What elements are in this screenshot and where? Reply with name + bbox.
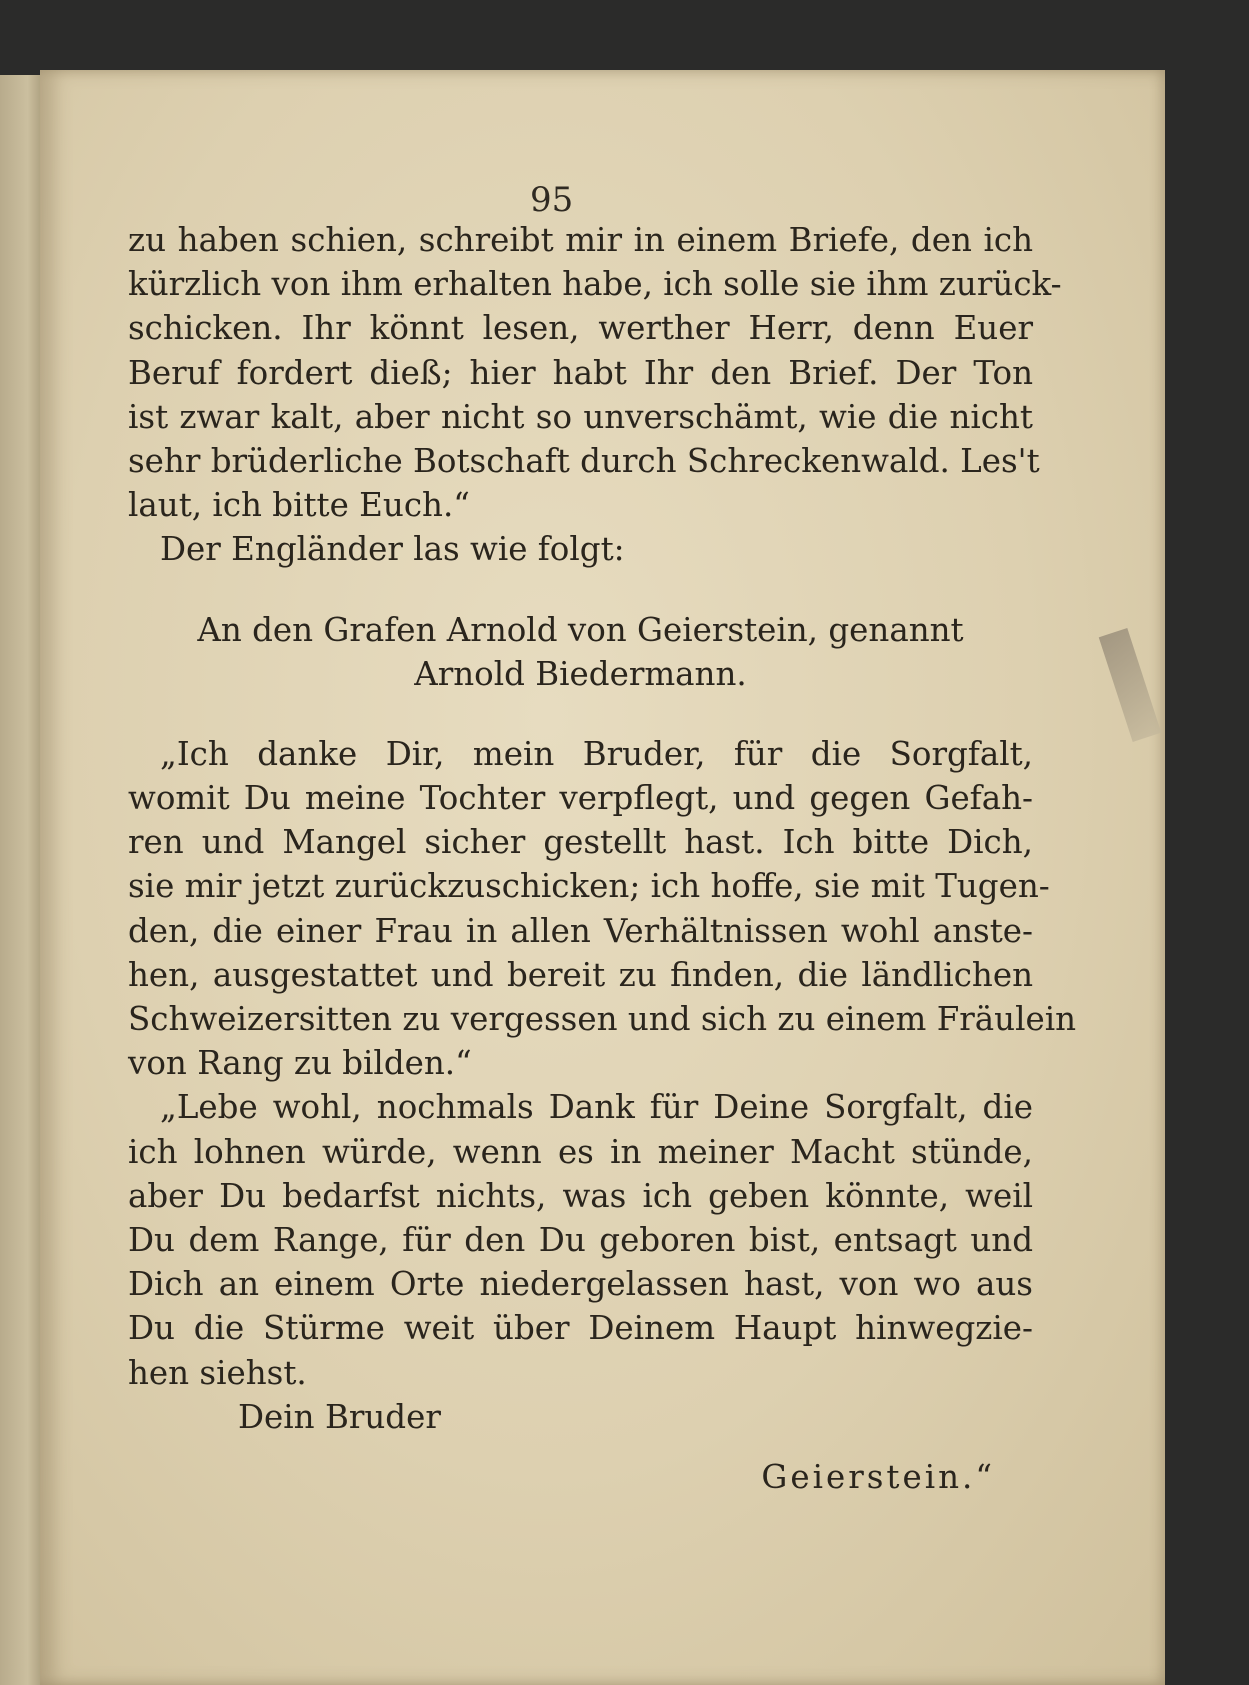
spacer <box>128 696 1033 732</box>
text-line: sehr brüderliche Botschaft durch Schreckenwald. Les't <box>128 441 1040 480</box>
letter-line: Dich an einem Orte niedergelassen hast, von wo aus <box>128 1265 1033 1304</box>
letter-line: „Ich danke Dir, mein Bruder, für die Sorgfalt, <box>160 734 1033 773</box>
spacer <box>128 572 1033 608</box>
text-line: kürzlich von ihm erhalten habe, ich solle sie ihm zurück- <box>128 265 1062 304</box>
letter-line: hen siehst. <box>128 1353 307 1392</box>
letter-line: Du dem Range, für den Du geboren bist, entsagt und <box>128 1220 1033 1259</box>
book-page <box>40 70 1165 1685</box>
paper-tear-mark <box>1099 628 1162 742</box>
page-number: 95 <box>530 180 574 220</box>
letter-line: sie mir jetzt zurückzuschicken; ich hoffe, sie mit Tugen- <box>128 867 1050 906</box>
text-line: schicken. Ihr könnt lesen, werther Herr, denn Euer <box>128 309 1033 348</box>
letter-line: aber Du bedarfst nichts, was ich geben könnte, weil <box>128 1176 1033 1215</box>
letter-line: „Lebe wohl, nochmals Dank für Deine Sorgfalt, die <box>160 1088 1033 1127</box>
letter-line: womit Du meine Tochter verpflegt, und gegen Gefah- <box>128 779 1033 818</box>
letter-signature: Geierstein.“ <box>761 1457 995 1496</box>
letter-address-line: An den Grafen Arnold von Geierstein, genannt <box>197 610 964 649</box>
letter-line: ren und Mangel sicher gestellt hast. Ich bitte Dich, <box>128 823 1033 862</box>
text-line: Der Engländer las wie folgt: <box>160 530 625 569</box>
text-line: laut, ich bitte Euch.“ <box>128 486 470 525</box>
letter-line: von Rang zu bilden.“ <box>128 1044 472 1083</box>
letter-address-line: Arnold Biedermann. <box>414 654 747 693</box>
letter-line: Du die Stürme weit über Deinem Haupt hinwegzie- <box>128 1309 1033 1348</box>
text-line: zu haben schien, schreibt mir in einem Briefe, den ich <box>128 221 1033 259</box>
letter-line: Schweizersitten zu vergessen und sich zu einem Fräulein <box>128 1000 1077 1038</box>
text-line: Beruf fordert dieß; hier habt Ihr den Brief. Der Ton <box>128 353 1033 392</box>
page-text <box>128 218 1077 1499</box>
letter-line: den, die einer Frau in allen Verhältnissen wohl anste- <box>128 911 1033 950</box>
letter-closing: Dein Bruder <box>238 1397 441 1436</box>
letter-line: ich lohnen würde, wenn es in meiner Macht stünde, <box>128 1132 1033 1171</box>
letter-line: hen, ausgestattet und bereit zu finden, die ländlichen <box>128 955 1033 994</box>
text-line: ist zwar kalt, aber nicht so unverschämt, wie die nicht <box>128 397 1033 436</box>
